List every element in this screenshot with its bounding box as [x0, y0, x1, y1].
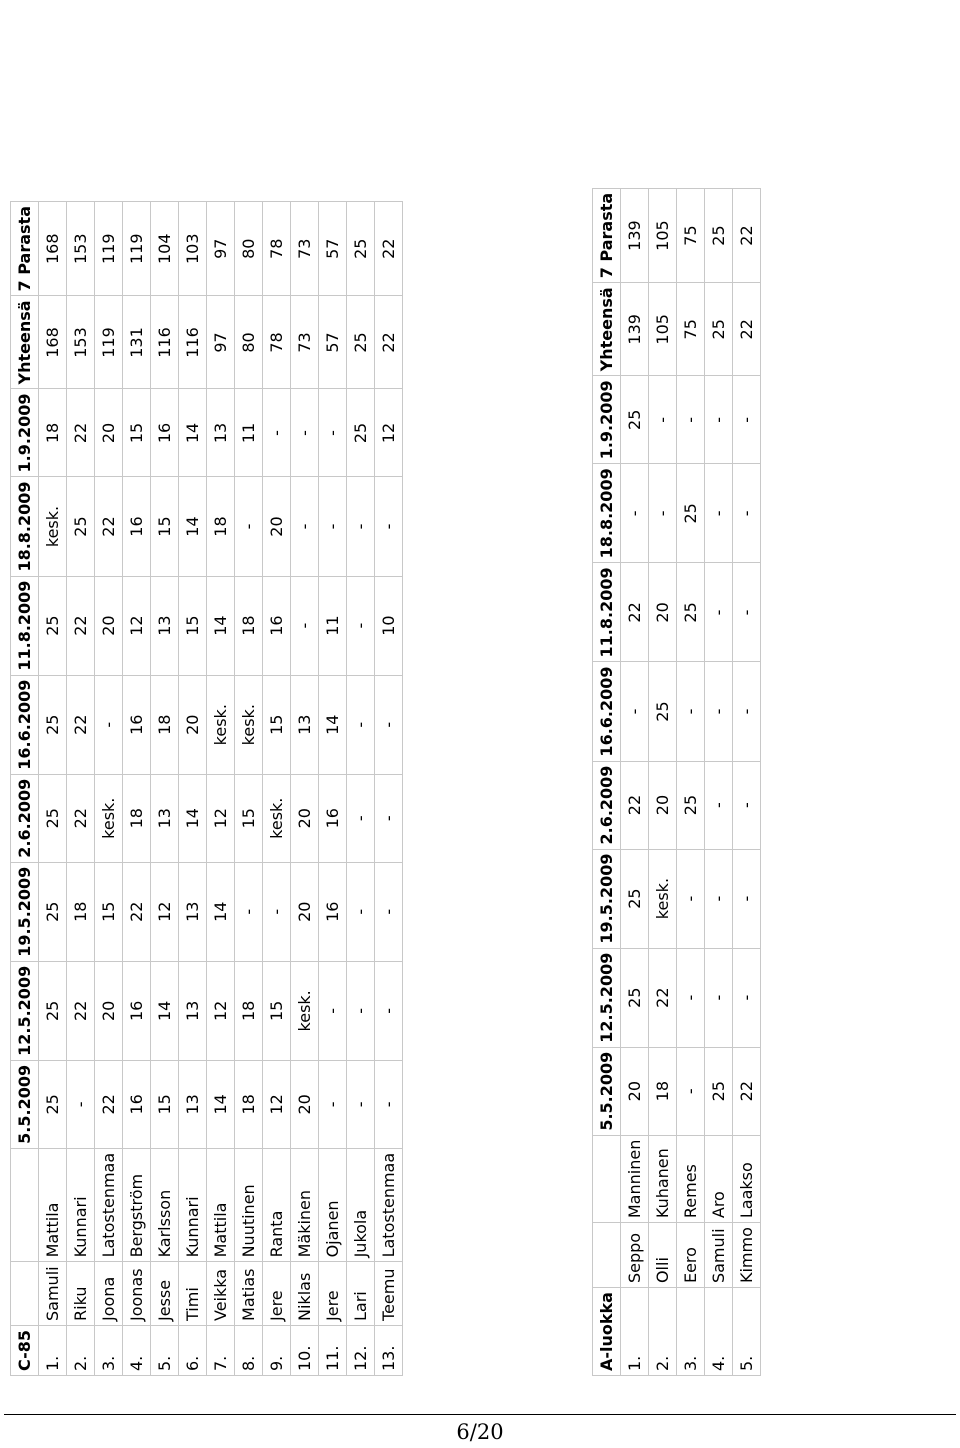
- last-name-cell: Laakso: [733, 1135, 761, 1222]
- score-cell: -: [375, 961, 403, 1060]
- table-row: [179, 202, 207, 1376]
- rank-cell: 2.: [67, 1325, 95, 1375]
- score-cell: 12: [207, 961, 235, 1060]
- score-cell: 14: [151, 961, 179, 1060]
- total-cell: 75: [677, 283, 705, 376]
- score-cell: 18: [39, 389, 67, 477]
- best-seven-cell: 57: [319, 202, 347, 296]
- score-cell: -: [733, 849, 761, 948]
- total-cell: 139: [621, 283, 649, 376]
- score-cell: 25: [677, 761, 705, 849]
- best-seven-cell: 22: [375, 202, 403, 296]
- best-seven-cell: 78: [263, 202, 291, 296]
- first-name-cell: Veikka: [207, 1262, 235, 1326]
- score-cell: 18: [235, 576, 263, 675]
- score-cell: 12: [123, 576, 151, 675]
- best-seven-cell: 104: [151, 202, 179, 296]
- rank-cell: 1.: [621, 1288, 649, 1376]
- score-cell: -: [677, 948, 705, 1047]
- score-cell: 14: [179, 477, 207, 576]
- first-name-cell: Timi: [179, 1262, 207, 1326]
- rank-cell: 10.: [291, 1325, 319, 1375]
- score-cell: 12: [151, 862, 179, 961]
- last-name-cell: Nuutinen: [235, 1148, 263, 1262]
- score-cell: -: [319, 477, 347, 576]
- score-cell: 14: [319, 675, 347, 774]
- score-cell: -: [705, 761, 733, 849]
- table-row: [347, 202, 375, 1376]
- score-cell: 20: [291, 1060, 319, 1148]
- score-cell: kesk.: [263, 774, 291, 862]
- rank-cell: 4.: [123, 1325, 151, 1375]
- score-cell: 25: [677, 563, 705, 662]
- score-cell: 12: [207, 774, 235, 862]
- score-cell: 18: [207, 477, 235, 576]
- last-name-cell: Mattila: [39, 1148, 67, 1262]
- score-cell: 22: [95, 477, 123, 576]
- score-cell: -: [347, 576, 375, 675]
- score-cell: -: [375, 1060, 403, 1148]
- score-cell: 13: [151, 774, 179, 862]
- score-cell: 22: [67, 774, 95, 862]
- total-cell: 78: [263, 296, 291, 389]
- score-cell: -: [67, 1060, 95, 1148]
- best-seven-cell: 103: [179, 202, 207, 296]
- first-name-cell: Niklas: [291, 1262, 319, 1326]
- first-name-cell: Olli: [649, 1223, 677, 1288]
- best-seven-cell: 73: [291, 202, 319, 296]
- score-cell: -: [677, 849, 705, 948]
- score-cell: kesk.: [649, 849, 677, 948]
- score-cell: 18: [67, 862, 95, 961]
- column-header: 2.6.2009: [593, 761, 621, 849]
- last-name-cell: Karlsson: [151, 1148, 179, 1262]
- first-name-cell: Jere: [319, 1262, 347, 1326]
- column-header: 18.8.2009: [11, 477, 39, 576]
- score-cell: 13: [151, 576, 179, 675]
- column-header: 1.9.2009: [593, 376, 621, 464]
- score-cell: -: [375, 774, 403, 862]
- best-seven-cell: 105: [649, 188, 677, 282]
- total-cell: 131: [123, 296, 151, 389]
- score-cell: 14: [179, 389, 207, 477]
- score-cell: 15: [151, 1060, 179, 1148]
- rank-cell: 13.: [375, 1325, 403, 1375]
- score-cell: 25: [621, 849, 649, 948]
- rank-cell: 2.: [649, 1288, 677, 1376]
- blank-header: [593, 1135, 621, 1222]
- score-cell: 12: [375, 389, 403, 477]
- score-cell: -: [649, 464, 677, 563]
- best-seven-cell: 119: [123, 202, 151, 296]
- score-cell: 15: [151, 477, 179, 576]
- rank-cell: 6.: [179, 1325, 207, 1375]
- blank-header: [11, 1262, 39, 1326]
- last-name-cell: Mäkinen: [291, 1148, 319, 1262]
- best-seven-cell: 139: [621, 188, 649, 282]
- score-cell: 22: [621, 563, 649, 662]
- column-header: Yhteensä: [11, 296, 39, 389]
- last-name-cell: Kunnari: [67, 1148, 95, 1262]
- score-cell: -: [621, 662, 649, 761]
- rank-cell: 8.: [235, 1325, 263, 1375]
- score-cell: 13: [179, 862, 207, 961]
- table-row: [705, 188, 733, 1375]
- score-cell: 25: [39, 862, 67, 961]
- score-cell: 10: [375, 576, 403, 675]
- score-cell: 22: [67, 389, 95, 477]
- score-cell: -: [375, 862, 403, 961]
- score-cell: -: [733, 376, 761, 464]
- score-cell: kesk.: [291, 961, 319, 1060]
- score-cell: 22: [649, 948, 677, 1047]
- score-cell: kesk.: [207, 675, 235, 774]
- last-name-cell: Kunnari: [179, 1148, 207, 1262]
- column-header: 12.5.2009: [11, 961, 39, 1060]
- score-cell: 22: [67, 675, 95, 774]
- score-cell: 25: [621, 376, 649, 464]
- best-seven-cell: 22: [733, 188, 761, 282]
- score-cell: 20: [179, 675, 207, 774]
- score-cell: 25: [39, 961, 67, 1060]
- last-name-cell: Remes: [677, 1135, 705, 1222]
- table-row: [67, 202, 95, 1376]
- score-cell: -: [291, 389, 319, 477]
- first-name-cell: Joona: [95, 1262, 123, 1326]
- best-seven-cell: 168: [39, 202, 67, 296]
- column-header: 11.8.2009: [11, 576, 39, 675]
- last-name-cell: Bergström: [123, 1148, 151, 1262]
- table-row: [649, 188, 677, 1375]
- score-cell: 16: [151, 389, 179, 477]
- score-cell: -: [263, 389, 291, 477]
- first-name-cell: Matias: [235, 1262, 263, 1326]
- score-cell: 20: [649, 563, 677, 662]
- first-name-cell: Kimmo: [733, 1223, 761, 1288]
- table-row: [263, 202, 291, 1376]
- score-cell: 15: [95, 862, 123, 961]
- total-cell: 73: [291, 296, 319, 389]
- score-cell: 13: [291, 675, 319, 774]
- score-cell: -: [705, 563, 733, 662]
- score-cell: 25: [39, 675, 67, 774]
- table-row: [95, 202, 123, 1376]
- page-number: 6/20: [456, 1420, 504, 1444]
- score-cell: 16: [319, 862, 347, 961]
- total-cell: 168: [39, 296, 67, 389]
- score-cell: 22: [67, 961, 95, 1060]
- last-name-cell: Aro: [705, 1135, 733, 1222]
- column-header: 19.5.2009: [11, 862, 39, 961]
- class-name: A-luokka: [593, 1288, 621, 1376]
- first-name-cell: Joonas: [123, 1262, 151, 1326]
- score-cell: 16: [123, 477, 151, 576]
- best-seven-cell: 153: [67, 202, 95, 296]
- table-row: [39, 202, 67, 1376]
- score-cell: -: [291, 477, 319, 576]
- score-cell: 18: [123, 774, 151, 862]
- last-name-cell: Manninen: [621, 1135, 649, 1222]
- score-cell: 15: [179, 576, 207, 675]
- score-cell: 11: [319, 576, 347, 675]
- table-row: [123, 202, 151, 1376]
- score-cell: -: [649, 376, 677, 464]
- results-table-c85: [10, 201, 403, 1376]
- first-name-cell: Eero: [677, 1223, 705, 1288]
- rank-cell: 1.: [39, 1325, 67, 1375]
- score-cell: 16: [123, 1060, 151, 1148]
- total-cell: 22: [733, 283, 761, 376]
- last-name-cell: Jukola: [347, 1148, 375, 1262]
- score-cell: 16: [263, 576, 291, 675]
- first-name-cell: Lari: [347, 1262, 375, 1326]
- total-cell: 116: [151, 296, 179, 389]
- column-header: 1.9.2009: [11, 389, 39, 477]
- column-header: 16.6.2009: [593, 662, 621, 761]
- score-cell: 16: [319, 774, 347, 862]
- score-cell: 12: [263, 1060, 291, 1148]
- score-cell: -: [705, 662, 733, 761]
- column-header: 7 Parasta: [11, 202, 39, 296]
- rank-cell: 11.: [319, 1325, 347, 1375]
- score-cell: 18: [151, 675, 179, 774]
- score-cell: -: [347, 862, 375, 961]
- table-row: [319, 202, 347, 1376]
- rank-cell: 3.: [677, 1288, 705, 1376]
- score-cell: 20: [263, 477, 291, 576]
- score-cell: kesk.: [95, 774, 123, 862]
- column-header: 5.5.2009: [11, 1060, 39, 1148]
- last-name-cell: Mattila: [207, 1148, 235, 1262]
- score-cell: -: [705, 376, 733, 464]
- first-name-cell: Jere: [263, 1262, 291, 1326]
- results-table-a-luokka: [592, 188, 761, 1376]
- score-cell: 15: [263, 675, 291, 774]
- class-name: C-85: [11, 1325, 39, 1375]
- score-cell: -: [677, 376, 705, 464]
- table-header-row: [11, 202, 39, 1376]
- score-cell: -: [733, 662, 761, 761]
- score-cell: 25: [621, 948, 649, 1047]
- score-cell: -: [677, 662, 705, 761]
- last-name-cell: Latostenmaa: [95, 1148, 123, 1262]
- first-name-cell: Samuli: [39, 1262, 67, 1326]
- score-cell: -: [733, 761, 761, 849]
- rank-cell: 12.: [347, 1325, 375, 1375]
- score-cell: -: [347, 675, 375, 774]
- score-cell: 25: [39, 774, 67, 862]
- score-cell: -: [319, 961, 347, 1060]
- score-cell: 14: [207, 1060, 235, 1148]
- score-cell: 25: [649, 662, 677, 761]
- score-cell: 16: [123, 961, 151, 1060]
- column-header: 5.5.2009: [593, 1047, 621, 1135]
- score-cell: 14: [207, 862, 235, 961]
- score-cell: 13: [179, 1060, 207, 1148]
- score-cell: 14: [207, 576, 235, 675]
- score-cell: -: [621, 464, 649, 563]
- total-cell: 119: [95, 296, 123, 389]
- score-cell: 18: [235, 961, 263, 1060]
- score-cell: 25: [705, 1047, 733, 1135]
- last-name-cell: Latostenmaa: [375, 1148, 403, 1262]
- score-cell: kesk.: [235, 675, 263, 774]
- total-cell: 22: [375, 296, 403, 389]
- score-cell: 18: [235, 1060, 263, 1148]
- table-row: [733, 188, 761, 1375]
- best-seven-cell: 25: [705, 188, 733, 282]
- score-cell: -: [263, 862, 291, 961]
- best-seven-cell: 97: [207, 202, 235, 296]
- rank-cell: 4.: [705, 1288, 733, 1376]
- score-cell: 20: [95, 389, 123, 477]
- first-name-cell: Seppo: [621, 1223, 649, 1288]
- score-cell: 22: [621, 761, 649, 849]
- column-header: Yhteensä: [593, 283, 621, 376]
- first-name-cell: Riku: [67, 1262, 95, 1326]
- score-cell: -: [319, 389, 347, 477]
- last-name-cell: Kuhanen: [649, 1135, 677, 1222]
- total-cell: 57: [319, 296, 347, 389]
- score-cell: -: [347, 961, 375, 1060]
- column-header: 11.8.2009: [593, 563, 621, 662]
- score-cell: 25: [39, 1060, 67, 1148]
- score-cell: -: [733, 563, 761, 662]
- score-cell: -: [347, 774, 375, 862]
- score-cell: -: [347, 1060, 375, 1148]
- table-row: [677, 188, 705, 1375]
- blank-header: [11, 1148, 39, 1262]
- best-seven-cell: 80: [235, 202, 263, 296]
- score-cell: 18: [649, 1047, 677, 1135]
- score-cell: -: [375, 477, 403, 576]
- score-cell: 20: [291, 862, 319, 961]
- first-name-cell: Samuli: [705, 1223, 733, 1288]
- rank-cell: 3.: [95, 1325, 123, 1375]
- table-row: [291, 202, 319, 1376]
- total-cell: 105: [649, 283, 677, 376]
- score-cell: -: [347, 477, 375, 576]
- score-cell: 15: [123, 389, 151, 477]
- score-cell: 25: [347, 389, 375, 477]
- score-cell: -: [705, 464, 733, 563]
- rank-cell: 7.: [207, 1325, 235, 1375]
- column-header: 16.6.2009: [11, 675, 39, 774]
- last-name-cell: Ojanen: [319, 1148, 347, 1262]
- score-cell: 15: [235, 774, 263, 862]
- column-header: 12.5.2009: [593, 948, 621, 1047]
- score-cell: -: [95, 675, 123, 774]
- total-cell: 25: [347, 296, 375, 389]
- score-cell: -: [319, 1060, 347, 1148]
- score-cell: -: [705, 849, 733, 948]
- column-header: 18.8.2009: [593, 464, 621, 563]
- score-cell: 25: [677, 464, 705, 563]
- footer-divider: [4, 1414, 956, 1415]
- table-row: [621, 188, 649, 1375]
- score-cell: -: [235, 477, 263, 576]
- table-row: [375, 202, 403, 1376]
- score-cell: kesk.: [39, 477, 67, 576]
- score-cell: 14: [179, 774, 207, 862]
- total-cell: 25: [705, 283, 733, 376]
- score-cell: 20: [95, 576, 123, 675]
- score-cell: 13: [207, 389, 235, 477]
- score-cell: -: [733, 948, 761, 1047]
- score-cell: 20: [95, 961, 123, 1060]
- best-seven-cell: 119: [95, 202, 123, 296]
- score-cell: 25: [39, 576, 67, 675]
- score-cell: -: [705, 948, 733, 1047]
- blank-header: [593, 1223, 621, 1288]
- table-row: [151, 202, 179, 1376]
- score-cell: -: [235, 862, 263, 961]
- score-cell: 22: [95, 1060, 123, 1148]
- score-cell: 11: [235, 389, 263, 477]
- total-cell: 80: [235, 296, 263, 389]
- rank-cell: 5.: [151, 1325, 179, 1375]
- score-cell: -: [677, 1047, 705, 1135]
- column-header: 2.6.2009: [11, 774, 39, 862]
- score-cell: -: [375, 675, 403, 774]
- total-cell: 116: [179, 296, 207, 389]
- score-cell: -: [733, 464, 761, 563]
- last-name-cell: Ranta: [263, 1148, 291, 1262]
- first-name-cell: Jesse: [151, 1262, 179, 1326]
- best-seven-cell: 75: [677, 188, 705, 282]
- rank-cell: 5.: [733, 1288, 761, 1376]
- column-header: 19.5.2009: [593, 849, 621, 948]
- score-cell: 16: [123, 675, 151, 774]
- score-cell: 25: [67, 477, 95, 576]
- score-cell: 13: [179, 961, 207, 1060]
- first-name-cell: Teemu: [375, 1262, 403, 1326]
- table-row: [207, 202, 235, 1376]
- table-row: [235, 202, 263, 1376]
- score-cell: 20: [649, 761, 677, 849]
- score-cell: -: [291, 576, 319, 675]
- total-cell: 153: [67, 296, 95, 389]
- score-cell: 20: [291, 774, 319, 862]
- score-cell: 22: [67, 576, 95, 675]
- total-cell: 97: [207, 296, 235, 389]
- score-cell: 15: [263, 961, 291, 1060]
- score-cell: 20: [621, 1047, 649, 1135]
- score-cell: 22: [733, 1047, 761, 1135]
- column-header: 7 Parasta: [593, 188, 621, 282]
- best-seven-cell: 25: [347, 202, 375, 296]
- rank-cell: 9.: [263, 1325, 291, 1375]
- table-header-row: [593, 188, 621, 1375]
- score-cell: 22: [123, 862, 151, 961]
